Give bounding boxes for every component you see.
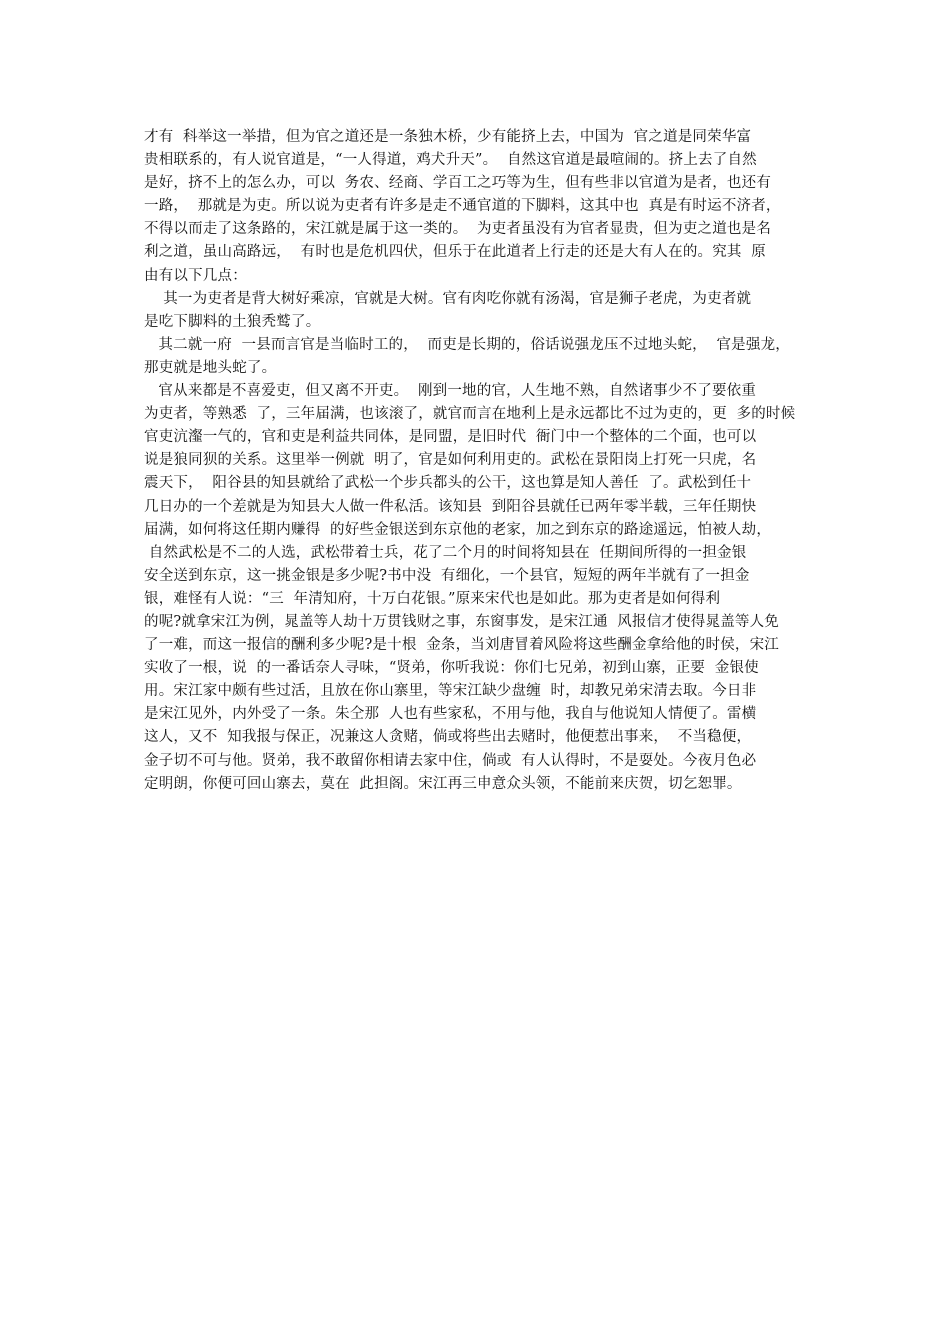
text-line: 说是狼同狈的关系。这里举一例就 明了，官是如何利用吏的。武松在景阳岗上打死一只虎，名 — [144, 452, 757, 469]
text-line: 用。宋江家中颇有些过活，且放在你山寨里，等宋江缺少盘缠 时，却教兄弟宋清去取。今日非 — [144, 683, 757, 700]
text-line: 这人，又不 知我报与保正，况兼这人贪赌，倘或将些出去赌时，他便惹出事来， 不当稳便， — [144, 729, 752, 746]
text-line: 官从来都是不喜爱吏，但又离不开吏。 刚到一地的官，人生地不熟，自然诸事少不了要依重 — [144, 383, 757, 400]
text-line: 届满，如何将这任期内赚得 的好些金银送到东京他的老家，加之到东京的路途遥远，怕被人劫， — [144, 521, 772, 538]
text-line: 几日办的一个差就是为知县大人做一件私活。该知县 到阳谷县就任已两年零半载，三年任期快 — [144, 498, 757, 515]
text-line: 才有 科举这一举措，但为官之道还是一条独木桥，少有能挤上去，中国为 官之道是同荣华富 — [144, 129, 752, 145]
text-line: 实收了一根，说 的一番话奈人寻味，“贤弟，你听我说：你们七兄弟，初到山寨，正要 金银使 — [144, 660, 759, 677]
text-line: 是好，挤不上的怎么办，可以 务农、经商、学百工之巧等为生，但有些非以官道为是者，也还有 — [144, 175, 772, 192]
text-line: 由有以下几点： — [144, 267, 247, 284]
text-line: 一路， 那就是为吏。所以说为吏者有许多是走不通官道的下脚料，这其中也 真是有时运不济者， — [144, 198, 781, 215]
text-line: 贵相联系的，有人说官道是，“一人得道，鸡犬升天”。 自然这官道是最喧闹的。挤上去了自然 — [144, 152, 757, 169]
text-line: 不得以而走了这条路的，宋江就是属于这一类的。 为吏者虽没有为官者显贵，但为吏之道也是名 — [144, 221, 772, 238]
text-line: 那吏就是地头蛇了。 — [144, 359, 277, 376]
body-text — [144, 126, 816, 796]
text-line: 安全送到东京，这一挑金银是多少呢?书中没 有细化，一个县官，短短的两年半就有了一担金 — [144, 567, 750, 584]
text-line: 为吏者，等熟悉 了，三年届满，也该滚了，就官而言在地利上是永远都比不过为吏的，更 多的时候 — [144, 406, 796, 423]
text-line: 是吃下脚料的土狼秃鹫了。 — [144, 313, 321, 330]
text-line: 震天下， 阳谷县的知县就给了武松一个步兵都头的公干，这也算是知人善任 了。武松到任十 — [144, 475, 752, 492]
text-line: 定明朗，你便可回山寨去，莫在 此担阁。宋江再三申意众头领，不能前来庆贺，切乞恕罪。 — [144, 775, 742, 792]
text-line: 了一难，而这一报信的酬利多少呢?是十根 金条，当刘唐冒着风险将这些酬金拿给他的时侯，宋江 — [144, 637, 779, 654]
text-line: 自然武松是不二的人选，武松带着士兵，花了二个月的时间将知县在 任期间所得的一担金银 — [144, 544, 747, 561]
text-line: 利之道，虽山高路远， 有时也是危机四伏，但乐于在此道者上行走的还是大有人在的。究其 原 — [144, 244, 766, 261]
text-line: 其一为吏者是背大树好乘凉，官就是大树。官有肉吃你就有汤渴，官是狮子老虎，为吏者就 — [144, 290, 752, 307]
text-line: 是宋江见外，内外受了一条。朱仝那 人也有些家私，不用与他，我自与他说知人情便了。雷横 — [144, 706, 757, 723]
text-line: 银，难怪有人说：“三 年清知府，十万白花银。”原来宋代也是如此。那为吏者是如何得利 — [144, 590, 721, 607]
text-line: 官吏沆瀣一气的，官和吏是利益共同体，是同盟，是旧时代 衙门中一个整体的二个面，也可以 — [144, 429, 757, 446]
text-line: 金子切不可与他。贤弟，我不敢留你相请去家中住，倘或 有人认得时，不是耍处。今夜月色必 — [144, 752, 757, 769]
text-line: 的呢?就拿宋江为例，晁盖等人劫十万贯钱财之事，东窗事发，是宋江通 风报信才使得晁盖等人免 — [144, 613, 779, 630]
text-line: 其二就一府 一县而言官是当临时工的， 而吏是长期的，俗话说强龙压不过地头蛇， 官是强龙， — [144, 336, 790, 353]
